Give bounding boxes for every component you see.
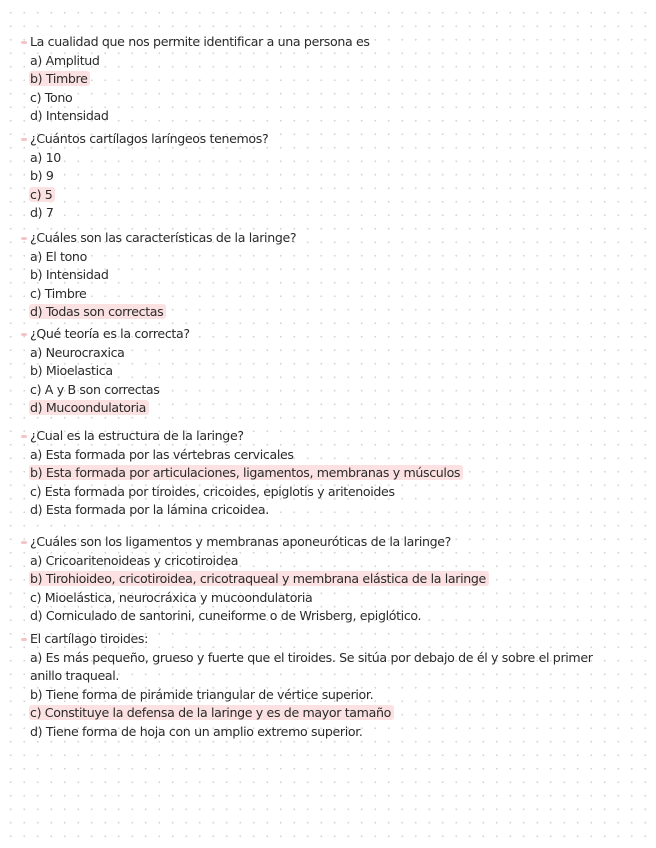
option-c-highlighted <box>30 186 630 205</box>
option-a <box>30 552 630 571</box>
option-text: a) Amplitud <box>30 52 100 68</box>
question-text: ¿Cual es la estructura de la laringe? <box>30 427 630 446</box>
question-text: ¿Cuántos cartílagos laríngeos tenemos? <box>30 130 630 149</box>
question-block-2 <box>30 130 630 223</box>
highlighted-option-text: d) Mucoondulatoria <box>29 400 149 415</box>
option-text: c) Tono <box>30 89 73 105</box>
highlighted-option-text: c) 5 <box>29 187 55 202</box>
option-d <box>30 607 630 626</box>
option-b <box>30 167 630 186</box>
option-b <box>30 686 630 705</box>
option-d <box>30 204 630 223</box>
question-block-6 <box>30 533 630 626</box>
question-text: La cualidad que nos permite identificar a una persona es <box>30 33 630 52</box>
option-text: d) 7 <box>30 205 54 220</box>
option-text: d) Intensidad <box>30 108 109 123</box>
option-c <box>30 483 630 502</box>
option-d-highlighted <box>30 399 630 418</box>
option-text: a) Esta formada por las vértebras cervicales <box>30 446 294 462</box>
option-text: a) El tono <box>30 248 87 264</box>
option-a <box>30 52 630 71</box>
option-a <box>30 248 630 267</box>
option-text: d) Esta formada por la lámina cricoidea. <box>30 502 269 517</box>
option-text: b) 9 <box>30 168 54 183</box>
option-c <box>30 89 630 108</box>
option-a <box>30 344 630 363</box>
option-b-highlighted <box>30 570 630 589</box>
highlighted-option-text: b) Esta formada por articulaciones, ligamentos, membranas y músculos <box>29 465 463 480</box>
highlighted-option-text: b) Timbre <box>29 71 90 86</box>
option-a <box>30 649 620 686</box>
option-d <box>30 501 630 520</box>
option-text: c) A y B son correctas <box>30 381 160 397</box>
highlighted-option-text: c) Constituye la defensa de la laringe y es de mayor tamaño <box>29 705 394 720</box>
option-text: c) Timbre <box>30 285 87 301</box>
option-text: b) Tiene forma de pirámide triangular de vértice superior. <box>30 686 374 702</box>
question-text: ¿Cuáles son los ligamentos y membranas aponeuróticas de la laringe? <box>30 533 630 552</box>
question-block-1 <box>30 33 630 126</box>
option-text: d) Corniculado de santorini, cuneiforme o de Wrisberg, epiglótico. <box>30 608 422 623</box>
option-b <box>30 362 630 381</box>
option-a <box>30 149 630 168</box>
question-text: El cartílago tiroides: <box>30 630 630 649</box>
option-c <box>30 381 630 400</box>
question-text: ¿Qué teoría es la correcta? <box>30 325 630 344</box>
option-text: c) Mioelástica, neurocráxica y mucoondulatoria <box>30 589 313 605</box>
option-text: b) Mioelastica <box>30 363 113 378</box>
option-b-highlighted <box>30 70 630 89</box>
option-d <box>30 107 630 126</box>
question-block-5 <box>30 427 630 520</box>
option-c <box>30 589 630 608</box>
option-text: a) Es más pequeño, grueso y fuerte que el tiroides. Se sitúa por debajo de él y sobre el primer anillo traqueal. <box>30 649 593 683</box>
question-text: ¿Cuáles son las características de la laringe? <box>30 229 630 248</box>
option-a <box>30 446 630 465</box>
option-d <box>30 723 630 742</box>
highlighted-option-text: d) Todas son correctas <box>29 304 166 319</box>
question-block-4 <box>30 325 630 418</box>
option-c-highlighted <box>30 704 630 723</box>
option-text: d) Tiene forma de hoja con un amplio extremo superior. <box>30 723 363 739</box>
question-block-7 <box>30 630 630 741</box>
option-b-highlighted <box>30 464 630 483</box>
highlighted-option-text: b) Tirohioideo, cricotiroidea, cricotraqueal y membrana elástica de la laringe <box>29 571 489 586</box>
option-text: b) Intensidad <box>30 267 109 282</box>
option-text: c) Esta formada por tiroides, cricoides, epiglotis y aritenoides <box>30 483 395 499</box>
option-text: a) Cricoaritenoideas y cricotiroidea <box>30 552 239 568</box>
option-text: a) 10 <box>30 149 61 165</box>
option-d-highlighted <box>30 303 630 322</box>
option-c <box>30 285 630 304</box>
question-block-3 <box>30 229 630 322</box>
option-text: a) Neurocraxica <box>30 344 125 360</box>
option-b <box>30 266 630 285</box>
